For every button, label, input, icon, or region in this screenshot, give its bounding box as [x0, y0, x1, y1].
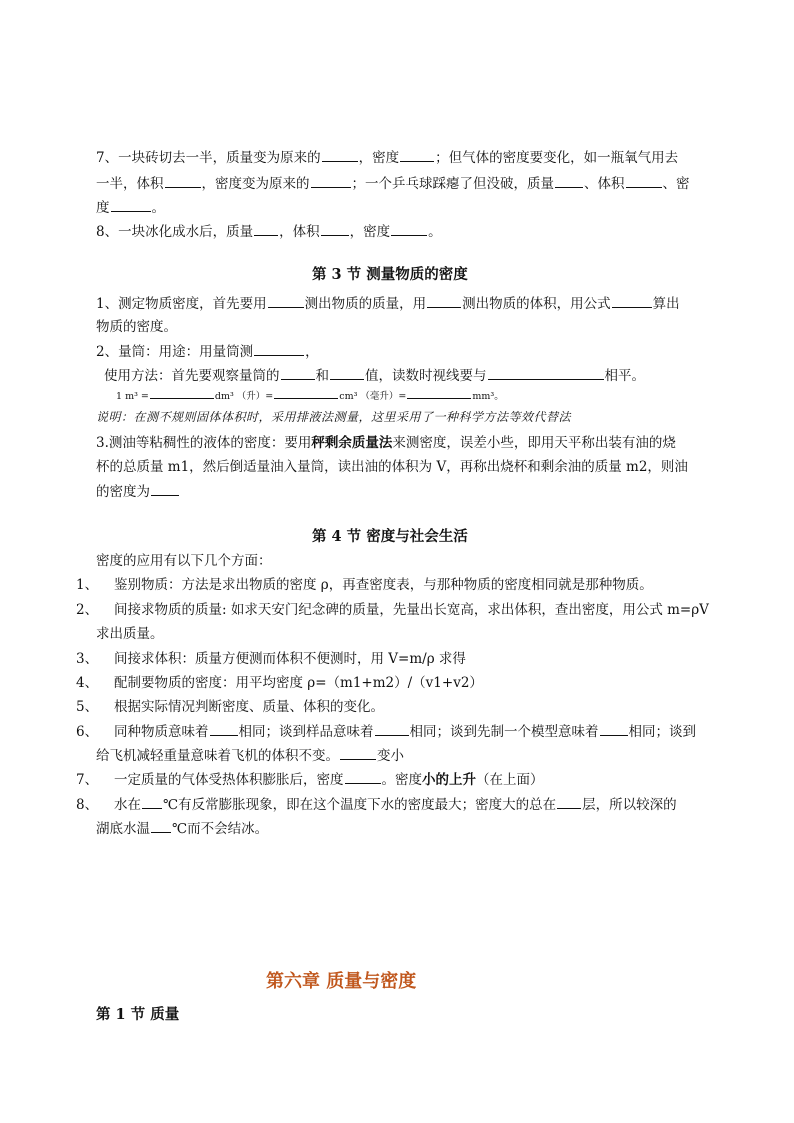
- q8-line: 8、一块冰化成水后，质量 ，体积 ，密度 。: [96, 224, 442, 240]
- chapter-6-section-1-title: 第 1 节 质量: [96, 1006, 180, 1023]
- answer-blank[interactable]: [142, 795, 162, 809]
- units-conversion-line: 1 m³ = dm³ （升）= cm³ （毫升）= mm³。: [116, 388, 504, 406]
- sec4-item-7: 7、 一定质量的气体受热体积膨胀后，密度 。密度小的上升（在上面）: [76, 772, 544, 788]
- answer-blank[interactable]: [274, 388, 338, 399]
- answer-blank[interactable]: [311, 174, 351, 188]
- sec3-p1-line-2: 物质的密度。: [96, 319, 177, 335]
- answer-blank[interactable]: [111, 198, 151, 212]
- answer-blank[interactable]: [268, 294, 304, 308]
- chapter-6-title: 第六章 质量与密度: [266, 971, 417, 992]
- answer-blank[interactable]: [330, 366, 364, 380]
- answer-blank[interactable]: [600, 722, 628, 736]
- answer-blank[interactable]: [340, 746, 376, 760]
- answer-blank[interactable]: [555, 174, 583, 188]
- answer-blank[interactable]: [400, 148, 434, 162]
- answer-blank[interactable]: [391, 222, 427, 236]
- answer-blank[interactable]: [375, 722, 409, 736]
- answer-blank[interactable]: [626, 174, 662, 188]
- answer-blank[interactable]: [488, 366, 604, 380]
- answer-blank[interactable]: [321, 222, 349, 236]
- q7-line-1: 7、一块砖切去一半，质量变为原来的 ，密度 ；但气体的密度要变化，如一瓶氧气用去: [96, 150, 679, 166]
- sec4-item-3: 3、 间接求体积：质量方便测而体积不便测时，用 V=m/ρ 求得: [76, 651, 466, 667]
- sec3-p3-line-3: 的密度为: [96, 482, 180, 501]
- sec3-p2b-line: 使用方法：首先要观察量筒的 和 值，读数时视线要与 相平。: [104, 368, 645, 384]
- answer-blank[interactable]: [322, 148, 358, 162]
- sec4-item-5: 5、 根据实际情况判断密度、质量、体积的变化。: [76, 699, 384, 715]
- sec3-p3-line-1: 3.测油等粘稠性的液体的密度：要用秤剩余质量法来测密度，误差小些，即用天平称出装有油的烧: [96, 435, 676, 451]
- sec4-item-2: 2、 间接求物质的质量: 如求天安门纪念碑的质量，先量出长宽高，求出体积，查出密度，用公式 m=ρV: [76, 602, 709, 618]
- answer-blank[interactable]: [254, 222, 278, 236]
- sec4-intro: 密度的应用有以下几个方面：: [96, 553, 272, 569]
- answer-blank[interactable]: [254, 342, 304, 356]
- sec3-p3-line-2: 杯的总质量 m1，然后倒适量油入量筒，读出油的体积为 V，再称出烧杯和剩余油的质量 m2，则油: [96, 459, 688, 475]
- sec4-item-6-cont: 给飞机减轻重量意味着飞机的体积不变。 变小: [96, 748, 404, 764]
- answer-blank[interactable]: [407, 388, 471, 399]
- answer-blank[interactable]: [557, 795, 581, 809]
- answer-blank[interactable]: [151, 482, 179, 496]
- sec4-item-2-cont: 求出质量。: [96, 626, 164, 642]
- sec4-item-1: 1、 鉴别物质：方法是求出物质的密度 ρ，再查密度表，与那种物质的密度相同就是那种物质。: [76, 577, 653, 593]
- answer-blank[interactable]: [150, 388, 214, 399]
- sec4-item-8: 8、 水在 ℃有反常膨胀现象，即在这个温度下水的密度最大；密度大的总在 层，所以较深的: [76, 797, 677, 813]
- answer-blank[interactable]: [151, 819, 171, 833]
- sec3-p1-line-1: 1、测定物质密度，首先要用 测出物质的质量，用 测出物质的体积，用公式 算出: [96, 296, 680, 312]
- sec4-item-4: 4、 配制要物质的密度：用平均密度 ρ=（m1+m2）/（v1+v2）: [76, 675, 483, 691]
- sec4-item-8-cont: 湖底水温 ℃而不会结冰。: [96, 821, 269, 837]
- section-4-title: 第 4 节 密度与社会生活: [312, 528, 468, 545]
- section-3-title: 第 3 节 测量物质的密度: [312, 266, 468, 283]
- answer-blank[interactable]: [165, 174, 201, 188]
- answer-blank[interactable]: [345, 770, 381, 784]
- answer-blank[interactable]: [281, 366, 315, 380]
- sec3-p2-line: 2、量筒：用途：用量筒测 ，: [96, 344, 319, 360]
- q7-line-2: 一半，体积 ，密度变为原来的 ；一个乒乓球踩瘪了但没破，质量 、体积 、密: [96, 176, 690, 192]
- answer-blank[interactable]: [612, 294, 652, 308]
- answer-blank[interactable]: [210, 722, 238, 736]
- sec4-item-6: 6、 同种物质意味着 相同；谈到样品意味着 相同；谈到先制一个模型意味着 相同；谈到: [76, 724, 696, 740]
- method-note: 说明：在测不规则固体体积时，采用排液法测量，这里采用了一种科学方法等效代替法: [96, 410, 572, 424]
- answer-blank[interactable]: [427, 294, 461, 308]
- q7-line-3: 度 。: [96, 200, 165, 216]
